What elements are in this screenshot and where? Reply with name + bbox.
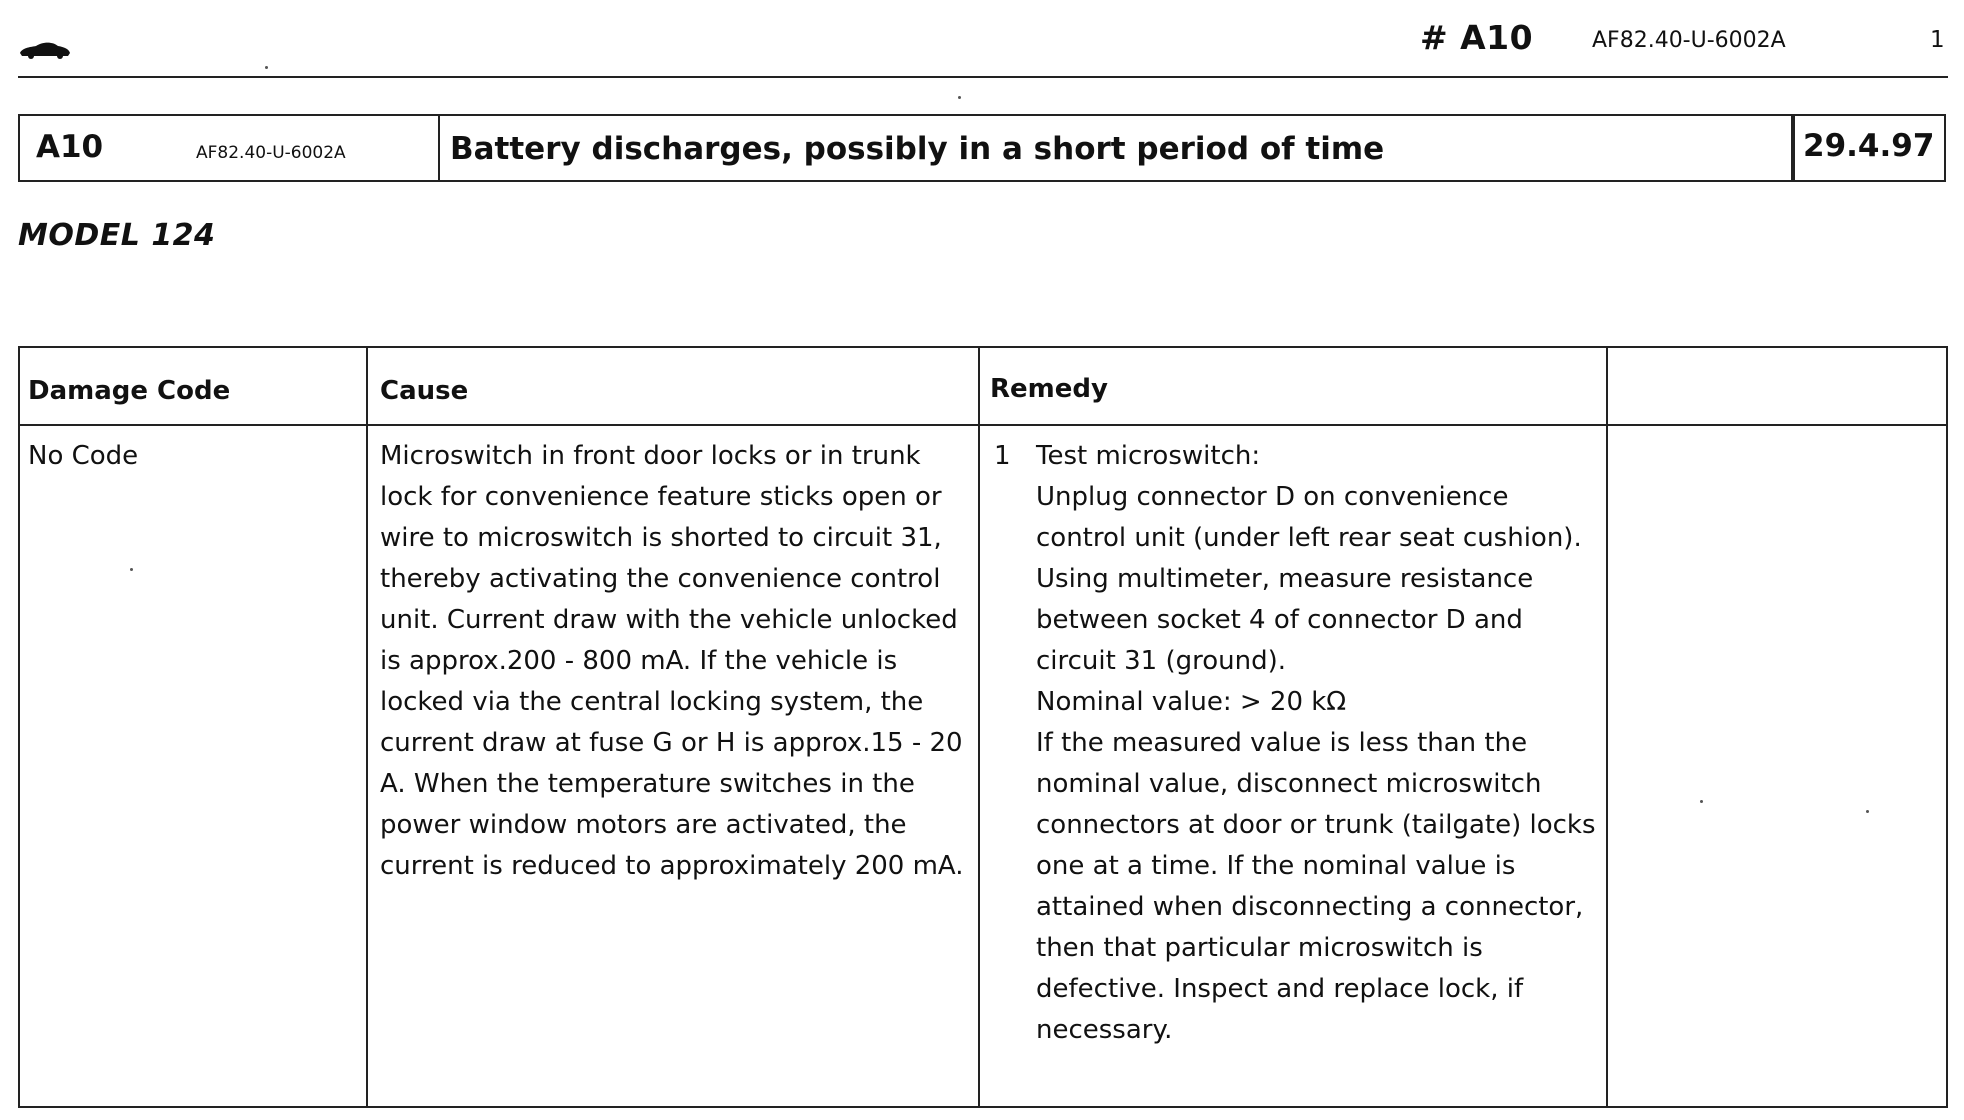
column-header-damage-code: Damage Code [28, 376, 231, 406]
document-date: 29.4.97 [1803, 128, 1935, 164]
document-id-code: AF82.40-U-6002A [196, 143, 346, 163]
title-id-cell [20, 116, 440, 180]
document-title: Battery discharges, possibly in a short period of time [450, 131, 1385, 167]
title-bar [18, 114, 1946, 182]
remedy-nominal-value: Nominal value: > 20 kΩ [1036, 687, 1347, 717]
remedy-step-title: Test microswitch: [1036, 441, 1261, 471]
column-divider [1606, 348, 1608, 1106]
page-number: 1 [1930, 27, 1945, 53]
model-label: MODEL 124 [18, 218, 216, 253]
car-silhouette-icon [18, 38, 72, 60]
scan-speck [1866, 810, 1869, 813]
column-header-remedy: Remedy [990, 374, 1108, 404]
title-date-cell [1793, 116, 1944, 180]
header-logo [18, 38, 72, 60]
remedy-step-body: Unplug connector D on convenience control unit (under left rear seat cushion). Using multimeter, measure resistance between socket 4 of connector D and circuit 31 (ground). [1036, 482, 1582, 676]
document-id: A10 [36, 129, 104, 165]
column-header-cause: Cause [380, 376, 469, 406]
title-text-cell [440, 116, 1793, 180]
header-reference: # A10 [1420, 18, 1534, 57]
header-row-divider [20, 424, 1946, 426]
diagnosis-table [18, 346, 1948, 1108]
scan-speck [958, 96, 961, 99]
header-reference-code: AF82.40-U-6002A [1592, 28, 1786, 53]
damage-code-value: No Code [28, 441, 139, 471]
column-divider [366, 348, 368, 1106]
scan-speck [265, 66, 268, 69]
scan-speck [1700, 800, 1703, 803]
remedy-followup: If the measured value is less than the nominal value, disconnect microswitch connectors at door or trunk (tailgate) locks one at a time. If the nominal value is attained when disconnecting a connector, then that particular microswitch is defective. Inspect and replace lock, if necessary. [1036, 728, 1596, 1045]
header-divider [18, 76, 1948, 78]
scan-speck [130, 568, 133, 571]
remedy-step [1036, 436, 1596, 1051]
remedy-step-number: 1 [994, 441, 1011, 471]
cause-text: Microswitch in front door locks or in trunk lock for convenience feature sticks open or wire to microswitch is shorted to circuit 31, thereby activating the convenience control unit. Current draw with the vehicle unlocked is approx.200 - 800 mA. If the vehicle is locked via the central locking system, the current draw at fuse G or H is approx.15 - 20 A. When the temperature switches in the power window motors are activated, the current is reduced to approximately 200 mA. [380, 441, 964, 881]
